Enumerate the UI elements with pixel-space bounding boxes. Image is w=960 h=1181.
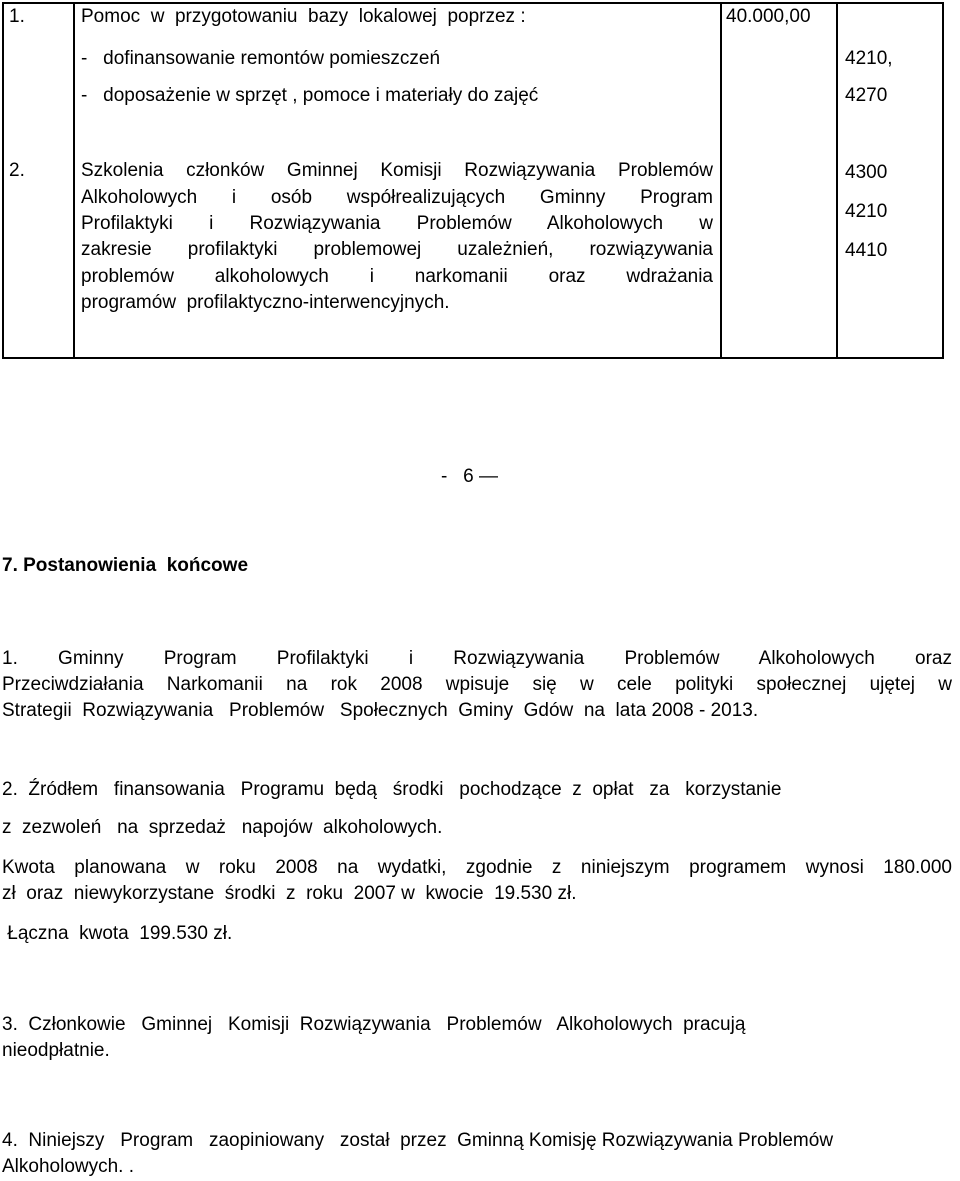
paragraph-line: z zezwoleń na sprzedaż napojów alkoholowych.: [2, 817, 443, 838]
paragraph-line: 3. Członkowie Gminnej Komisji Rozwiązywania Problemów Alkoholowych pracują: [2, 1014, 746, 1035]
table-bottom-border: [2, 357, 944, 359]
page-number: - 6 —: [441, 466, 499, 487]
row-code: 4410: [845, 240, 888, 261]
paragraph-line: 1. Gminny Program Profilaktyki i Rozwiązywania Problemów Alkoholowych oraz: [2, 648, 952, 669]
row-description-line: Alkoholowych i osób współrealizujących Gminny Program: [81, 187, 713, 208]
row-description-line: - doposażenie w sprzęt , pomoce i materiały do zajęć: [81, 85, 539, 106]
paragraph-line: nieodpłatnie.: [2, 1040, 110, 1061]
row-code: 4270: [845, 85, 888, 106]
paragraph-line: zł oraz niewykorzystane środki z roku 2007 w kwocie 19.530 zł.: [2, 883, 577, 904]
paragraph-line: Przeciwdziałania Narkomanii na rok 2008 wpisuje się w cele polityki społecznej ujętej w: [2, 674, 952, 695]
table-col-border-1: [73, 2, 75, 359]
table-col-border-3: [836, 2, 838, 359]
row-code: 4300: [845, 162, 888, 183]
paragraph-line: Kwota planowana w roku 2008 na wydatki, zgodnie z niniejszym programem wynosi 180.000: [2, 857, 952, 878]
row-description-line: zakresie profilaktyki problemowej uzależnień, rozwiązywania: [81, 239, 713, 260]
row-code: 4210,: [845, 48, 893, 69]
section-title: 7. Postanowienia końcowe: [2, 555, 249, 576]
row-description-line: Profilaktyki i Rozwiązywania Problemów Alkoholowych w: [81, 213, 713, 234]
row-number: 1.: [9, 6, 25, 27]
row-code: 4210: [845, 201, 888, 222]
row-amount: 40.000,00: [726, 6, 811, 27]
table-col-border-2: [720, 2, 722, 359]
paragraph-line: Alkoholowych. .: [2, 1156, 135, 1177]
row-description-line: Pomoc w przygotowaniu bazy lokalowej poprzez :: [81, 6, 526, 27]
paragraph-line: 2. Źródłem finansowania Programu będą środki pochodzące z opłat za korzystanie: [2, 779, 782, 800]
paragraph-line: Strategii Rozwiązywania Problemów Społecznych Gminy Gdów na lata 2008 - 2013.: [2, 700, 759, 721]
table-col-border-4: [942, 2, 944, 359]
table-col-border-0: [2, 2, 4, 359]
row-description-line: problemów alkoholowych i narkomanii oraz wdrażania: [81, 266, 713, 287]
row-number: 2.: [9, 160, 25, 181]
row-description-line: - dofinansowanie remontów pomieszczeń: [81, 48, 441, 69]
paragraph-line: 4. Niniejszy Program zaopiniowany został przez Gminną Komisję Rozwiązywania Problemów: [2, 1130, 834, 1151]
row-description-line: programów profilaktyczno-interwencyjnych.: [81, 292, 450, 313]
row-description-line: Szkolenia członków Gminnej Komisji Rozwiązywania Problemów: [81, 160, 713, 181]
total-amount: Łączna kwota 199.530 zł.: [2, 923, 233, 944]
